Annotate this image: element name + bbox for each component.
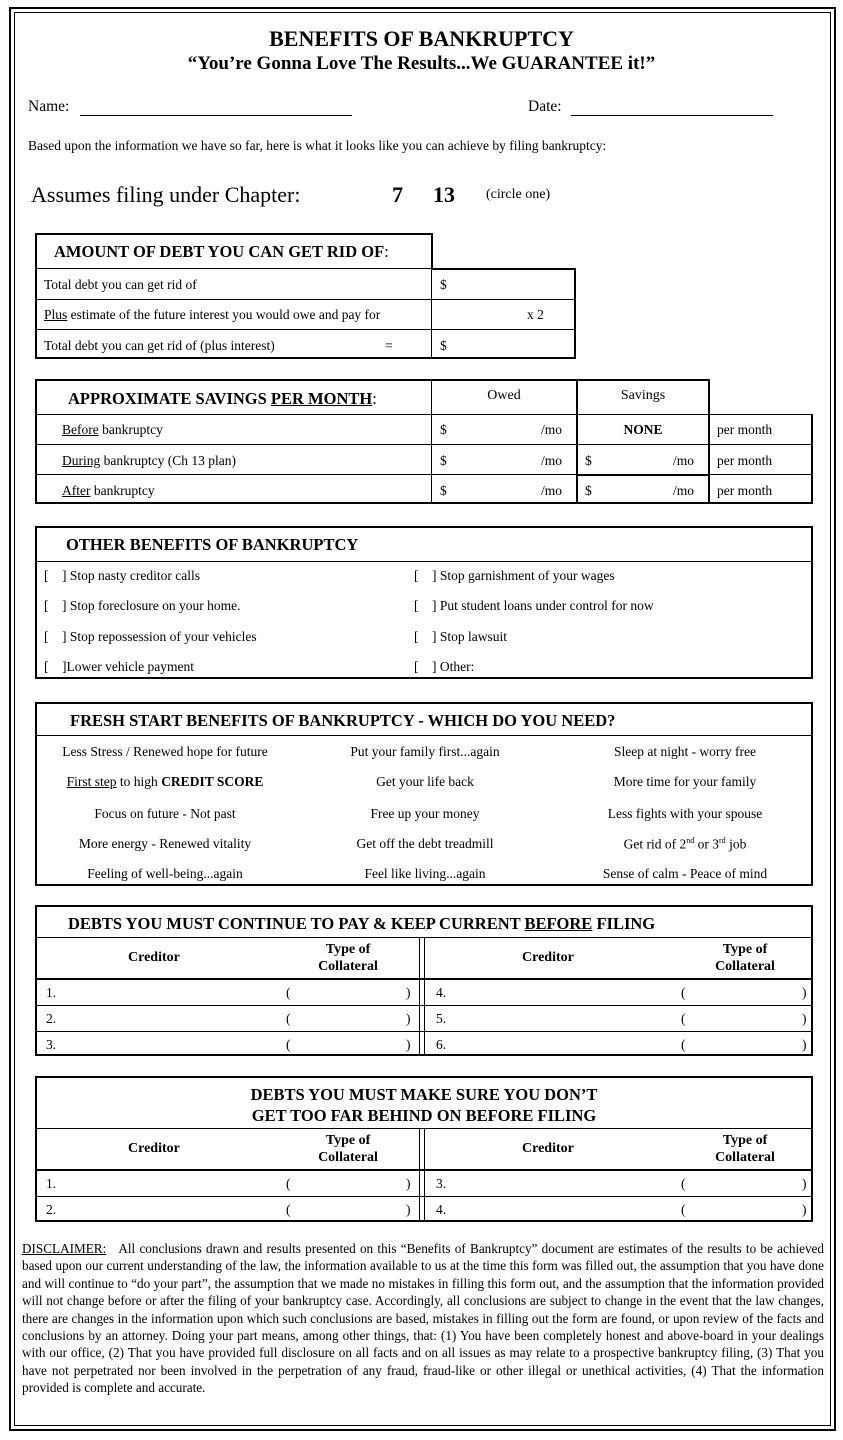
- paren-close: ): [406, 1176, 411, 1191]
- fresh-start-heading: FRESH START BENEFITS OF BANKRUPTCY - WHICH DO YOU NEED?: [70, 711, 616, 730]
- not-behind-heading: DEBTS YOU MUST MAKE SURE YOU DON’T GET TOO FAR BEHIND ON BEFORE FILING: [250, 1085, 598, 1125]
- chapter-13-option[interactable]: 13: [433, 182, 455, 207]
- paren-open: (: [681, 1202, 686, 1217]
- fresh-item: Less fights with your spouse: [607, 806, 763, 821]
- fresh-item: Feel like living...again: [364, 866, 486, 881]
- paren-close: ): [802, 1011, 807, 1026]
- paren-close: ): [406, 1037, 411, 1052]
- intro-text: Based upon the information we have so far, here is what it looks like you can achieve by filing bankruptcy:: [28, 138, 607, 153]
- checkbox-right-3[interactable]: [ ] Stop lawsuit: [414, 629, 508, 644]
- collateral-header: Type of Collateral: [318, 1133, 378, 1165]
- fresh-item: Feeling of well-being...again: [87, 866, 243, 881]
- paren-close: ): [802, 1202, 807, 1217]
- other-benefits-heading: OTHER BENEFITS OF BANKRUPTCY: [66, 535, 359, 554]
- savings-row-after-label: After bankruptcy: [62, 483, 155, 498]
- checkbox-right-2[interactable]: [ ] Put student loans under control for now: [414, 598, 654, 613]
- fresh-item: Focus on future - Not past: [94, 806, 236, 821]
- disclaimer-text: All conclusions drawn and results presented on this “Benefits of Bankruptcy” document are estimates of the results to be achieved based upon our current understanding of the law, the information available to us at the time this form was filled out, the assumption that you have done and will continue to “do your part”, the assumption that we made no mistakes in filling this form out, and the assumption that the information provided will not change before or after the filing of your bankruptcy case. Accordingly, all conclusions are subject to change in the event that the law changes, there are changes in the information upon which such conclusions are based, mistakes in filling out the form are found, or upon review of the facts and conclusions by an attorney. Doing your part means, among other things, that: (1) You have been completely honest and above-board in your dealings with our office, (2) That you have provided full disclosure on all facts and on all issues as may relate to a prospective bankruptcy filing, (3) That you have not perpetrated nor been involved in the perpetration of any fraud, fraud-like or other illegal or unethical activities, (4) That the information provided is complete and accurate.: [22, 1241, 824, 1396]
- creditor-header: Creditor: [522, 1141, 574, 1156]
- checkbox-left-4[interactable]: [ ]Lower vehicle payment: [44, 659, 194, 674]
- checkbox-left-1[interactable]: [ ] Stop nasty creditor calls: [44, 568, 200, 583]
- after-savings-field[interactable]: $: [585, 483, 592, 498]
- fresh-item: Put your family first...again: [350, 744, 500, 759]
- fresh-item: Sleep at night - worry free: [613, 744, 757, 759]
- col-owed-header: Owed: [487, 388, 521, 403]
- before-owed-field[interactable]: $: [440, 422, 447, 437]
- paren-open: (: [286, 985, 291, 1000]
- after-owed-unit: /mo: [541, 483, 563, 498]
- row-number: 3.: [436, 1176, 447, 1191]
- creditor-header: Creditor: [128, 950, 180, 965]
- debt-row-1-value[interactable]: $: [440, 277, 447, 292]
- row-number: 1.: [46, 985, 57, 1000]
- creditor-header: Creditor: [522, 950, 574, 965]
- date-field[interactable]: [571, 115, 773, 116]
- row-number: 4.: [436, 985, 447, 1000]
- paren-close: ): [406, 1011, 411, 1026]
- row-number: 3.: [46, 1037, 57, 1052]
- row-number: 2.: [46, 1011, 57, 1026]
- checkbox-left-2[interactable]: [ ] Stop foreclosure on your home.: [44, 598, 241, 613]
- fresh-item: Free up your money: [370, 806, 480, 821]
- paren-close: ): [406, 985, 411, 1000]
- fresh-item: First step to high CREDIT SCORE: [66, 774, 264, 789]
- paren-open: (: [681, 985, 686, 1000]
- col-savings-header: Savings: [620, 388, 666, 403]
- chapter-label: Assumes filing under Chapter:: [31, 182, 301, 207]
- debt-row-2-value[interactable]: x 2: [527, 307, 544, 322]
- chapter-7-option[interactable]: 7: [392, 182, 403, 207]
- name-field[interactable]: [80, 115, 352, 116]
- fresh-item: Less Stress / Renewed hope for future: [62, 744, 268, 759]
- page-title: BENEFITS OF BANKRUPTCY: [269, 26, 574, 51]
- during-owed-field[interactable]: $: [440, 453, 447, 468]
- fresh-item: Get rid of 2nd or 3rd job: [623, 836, 747, 852]
- row-number: 1.: [46, 1176, 57, 1191]
- debt-row-3-label: Total debt you can get rid of (plus interest): [44, 338, 275, 353]
- paren-open: (: [681, 1037, 686, 1052]
- row-number: 5.: [436, 1011, 447, 1026]
- debt-row-2-label: Plus estimate of the future interest you would owe and pay for: [44, 307, 381, 322]
- after-per-month: per month: [717, 483, 773, 498]
- fresh-item: Sense of calm - Peace of mind: [602, 866, 768, 881]
- disclaimer-label: DISCLAIMER:: [22, 1241, 107, 1256]
- row-number: 6.: [436, 1037, 447, 1052]
- equals-sign: =: [385, 338, 393, 353]
- checkbox-left-3[interactable]: [ ] Stop repossession of your vehicles: [44, 629, 257, 644]
- before-owed-unit: /mo: [541, 422, 563, 437]
- debt-row-3-value[interactable]: $: [440, 338, 447, 353]
- paren-open: (: [681, 1176, 686, 1191]
- paren-close: ): [802, 985, 807, 1000]
- before-per-month: per month: [717, 422, 773, 437]
- savings-heading: APPROXIMATE SAVINGS PER MONTH:: [68, 389, 377, 408]
- paren-open: (: [286, 1176, 291, 1191]
- collateral-header: Type of Collateral: [715, 1133, 775, 1165]
- paren-close: ): [802, 1176, 807, 1191]
- paren-open: (: [286, 1202, 291, 1217]
- row-number: 2.: [46, 1202, 57, 1217]
- keep-current-heading: DEBTS YOU MUST CONTINUE TO PAY & KEEP CURRENT BEFORE FILING: [68, 914, 656, 933]
- collateral-header: Type of Collateral: [318, 942, 378, 974]
- row-number: 4.: [436, 1202, 447, 1217]
- before-savings-value: NONE: [623, 422, 663, 437]
- fresh-item: More energy - Renewed vitality: [78, 836, 252, 851]
- savings-row-before-label: Before bankruptcy: [62, 422, 163, 437]
- after-owed-field[interactable]: $: [440, 483, 447, 498]
- checkbox-right-1[interactable]: [ ] Stop garnishment of your wages: [414, 568, 615, 583]
- paren-open: (: [286, 1011, 291, 1026]
- disclaimer: [22, 1240, 824, 1397]
- debt-section-heading: AMOUNT OF DEBT YOU CAN GET RID OF:: [54, 242, 389, 261]
- fresh-item: More time for your family: [613, 774, 757, 789]
- savings-row-during-label: During bankruptcy (Ch 13 plan): [62, 453, 236, 468]
- fresh-item: Get your life back: [376, 774, 474, 789]
- paren-open: (: [681, 1011, 686, 1026]
- fresh-item: Get off the debt treadmill: [356, 836, 494, 851]
- paren-close: ): [406, 1202, 411, 1217]
- during-savings-field[interactable]: $: [585, 453, 592, 468]
- during-owed-unit: /mo: [541, 453, 563, 468]
- paren-open: (: [286, 1037, 291, 1052]
- page-subtitle: “You’re Gonna Love The Results...We GUARANTEE it!”: [187, 53, 656, 74]
- during-savings-unit: /mo: [673, 453, 695, 468]
- during-per-month: per month: [717, 453, 773, 468]
- creditor-header: Creditor: [128, 1141, 180, 1156]
- name-label: Name:: [28, 98, 70, 115]
- paren-close: ): [802, 1037, 807, 1052]
- date-label: Date:: [528, 98, 562, 115]
- checkbox-right-4[interactable]: [ ] Other:: [414, 659, 475, 674]
- debt-row-1-label: Total debt you can get rid of: [44, 277, 197, 292]
- after-savings-unit: /mo: [673, 483, 695, 498]
- circle-one-note: (circle one): [486, 187, 551, 202]
- collateral-header: Type of Collateral: [715, 942, 775, 974]
